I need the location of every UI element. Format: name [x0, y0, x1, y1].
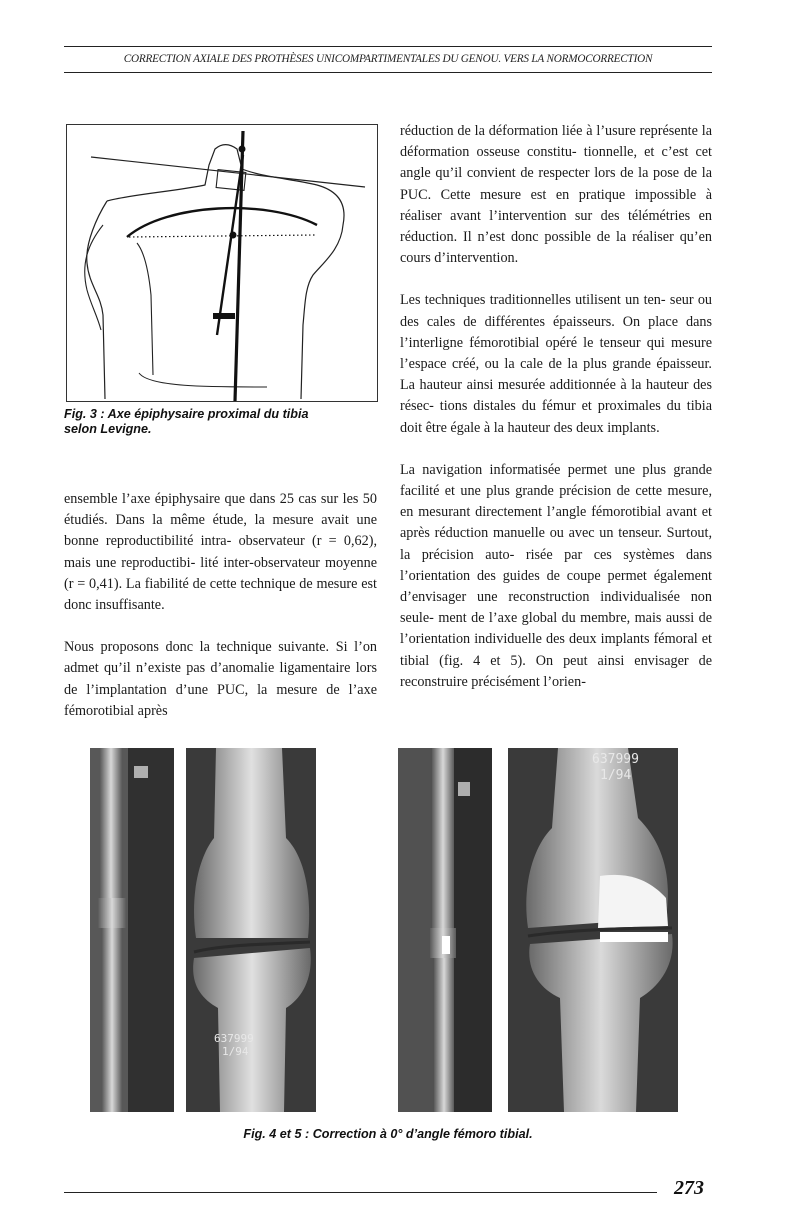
text-line: lité inter-observateur moyenne (r = 0,41). La — [64, 554, 378, 592]
text-line: qu’en cours d’intervention. — [400, 229, 712, 267]
text-line: réduction de la déformation liée à l’usure — [400, 123, 640, 139]
text-line: respecter lors de la pose de la PUC. Cette — [400, 165, 712, 203]
text-line: ou avec un tenseur. Surtout, la précision auto- — [400, 525, 712, 563]
text-line: tions distales du fémur et proximales du tibia — [439, 398, 712, 415]
xray-long-leg-right — [398, 748, 492, 1112]
text-line: guides de coupe permet également d’envisager — [400, 567, 712, 606]
tibia-diagram-svg — [67, 125, 377, 401]
text-line: avant l’intervention sur des télémétries en — [450, 207, 712, 224]
page-number: 273 — [674, 1177, 704, 1199]
text-line: seur ou des cales de différentes épaisseurs. On — [400, 292, 713, 330]
right-paragraph-1 — [400, 121, 712, 269]
text-line: représente la déformation osseuse constitu- — [400, 123, 712, 161]
footer-rule — [64, 1192, 657, 1193]
text-line: mesure avait une bonne reproductibilité intra- — [64, 512, 377, 550]
figure-3-caption-line2: selon Levigne. — [64, 422, 152, 436]
top-rule — [64, 46, 712, 47]
right-paragraph-2 — [400, 290, 712, 438]
text-line: fémoral et tibial (fig. 4 et 5). On peut ainsi — [400, 631, 712, 669]
figure-3-caption — [64, 407, 377, 437]
text-line: fémorotibial avant et après réduction manuelle — [400, 504, 712, 542]
text-line: La navigation informatisée permet une plus — [400, 461, 674, 478]
left-paragraph-1 — [64, 489, 377, 616]
text-line: l’orientation individuelle des deux implants — [400, 631, 654, 648]
right-column — [400, 121, 712, 693]
xray-id-date: 1/94 — [600, 768, 632, 783]
text-line: une reconstruction individualisée non seule- — [400, 589, 712, 627]
text-line: grande facilité et une plus grande précision de — [400, 461, 712, 500]
figure-3-caption-line1: Fig. 3 : Axe épiphysaire proximal du tibia — [64, 407, 309, 421]
xray-knee-left — [186, 748, 316, 1112]
running-title: CORRECTION AXIALE DES PROTHÈSES UNICOMPARTIMENTALES DU GENOU. VERS LA NORMOCORRECTION — [123, 53, 653, 65]
right-paragraph-3 — [400, 460, 712, 693]
left-paragraph-2 — [64, 637, 377, 722]
xray-id-label — [592, 752, 639, 784]
text-line: Nous proposons donc la technique suivante. — [64, 639, 336, 656]
text-line: PUC, la mesure de l’axe fémorotibial après — [64, 681, 377, 719]
text-line: observateur (r = 0,62), mais une reproductibi- — [64, 533, 377, 571]
text-line: cette mesure, en mesurant directement l’angle — [400, 483, 712, 521]
text-line: place dans l’interligne fémorotibial opéré le — [400, 313, 712, 351]
text-line: la plus grande épaisseur. La hauteur ainsi — [400, 356, 712, 394]
text-line: envisager de reconstruire précisément l’orien- — [400, 652, 712, 690]
text-line: ensemble l’axe épiphysaire que dans 25 cas — [64, 491, 321, 507]
xray-id-number: 637999 — [592, 752, 639, 767]
left-column — [64, 489, 377, 722]
text-line: ligamentaire lors de l’implantation d’une — [64, 660, 377, 698]
xray-id-label — [214, 1032, 254, 1058]
text-line: tenseur qui mesure l’espace créé, ou la cale de — [400, 334, 712, 373]
figure-3-tibia-diagram — [66, 124, 378, 402]
header-rule — [64, 72, 712, 73]
text-line: doit être égale à la hauteur des deux implants. — [400, 419, 660, 436]
text-line: sur les 50 étudiés. Dans la même étude, la — [64, 491, 377, 529]
text-line: mesure est en pratique impossible à réaliser — [400, 186, 712, 224]
figure-4-5-caption: Fig. 4 et 5 : Correction à 0° d’angle fémoro tibial. — [243, 1127, 533, 1141]
text-line: Si l’on admet qu’il n’existe pas d’anomalie — [64, 639, 378, 677]
xray-id-date: 1/94 — [222, 1045, 249, 1058]
text-line: ment de l’axe global du membre, mais aussi de — [438, 610, 712, 627]
text-line: risée par ces systèmes dans l’orientation des — [400, 546, 713, 584]
text-line: réduction. Il n’est donc possible de la réaliser — [400, 229, 680, 246]
xray-knee-right — [508, 748, 678, 1112]
xray-long-leg-left — [90, 748, 174, 1112]
text-line: mesurée additionnée à la hauteur des résec- — [400, 377, 712, 415]
text-line: insuffisante. — [95, 597, 165, 614]
text-line: fiabilité de cette technique de mesure est donc — [64, 575, 377, 614]
xray-id-number: 637999 — [214, 1032, 254, 1045]
text-line: tionnelle, et c’est cet angle qu’il convient de — [400, 144, 712, 182]
text-line: Les techniques traditionnelles utilisent un ten- — [400, 292, 666, 309]
